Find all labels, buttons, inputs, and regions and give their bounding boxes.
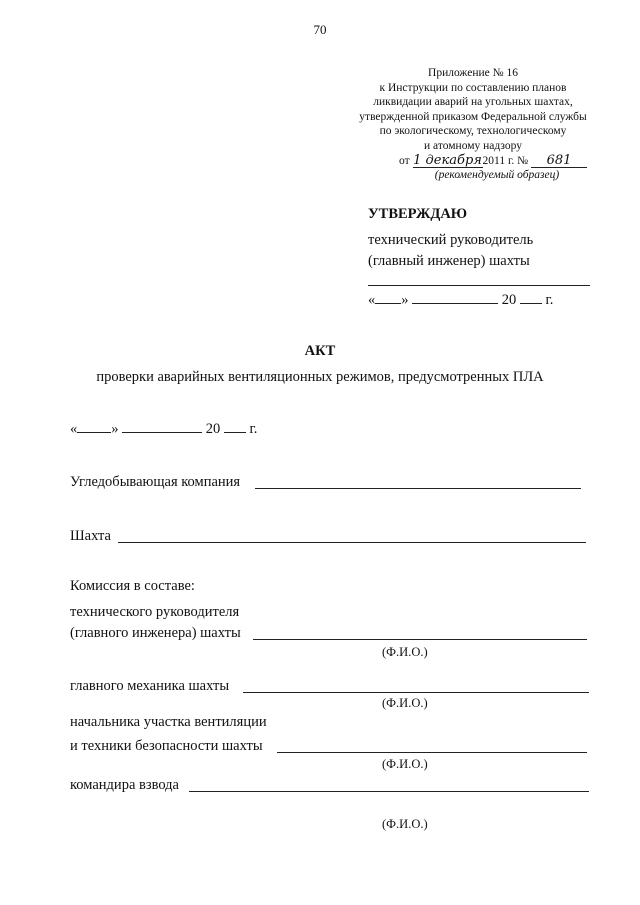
order-date-handwritten: 1 декабря: [413, 152, 482, 168]
fio-label-4: (Ф.И.О.): [382, 817, 428, 831]
appendix-line-4: утвержденной приказом Федеральной службы: [359, 110, 587, 123]
tech-head-line-2: (главного инженера) шахты: [70, 625, 241, 641]
appendix-line-2: к Инструкции по составлению планов: [379, 81, 567, 94]
act-date-suffix: г.: [249, 421, 258, 437]
approval-day-blank: [375, 303, 401, 304]
approval-date: [368, 292, 553, 309]
commission-heading: Комиссия в составе:: [70, 578, 195, 594]
company-field-line: [255, 488, 581, 489]
approval-signature-line: [368, 285, 590, 286]
act-subtitle: проверки аварийных вентиляционных режимов, предусмотренных ПЛА: [96, 369, 544, 385]
act-date-mid: »: [111, 421, 119, 437]
vent-head-line-2: и техники безопасности шахты: [70, 738, 263, 754]
approval-date-mid: »: [401, 292, 409, 308]
appendix-line-3: ликвидации аварий на угольных шахтах,: [373, 96, 573, 109]
fio-label-1: (Ф.И.О.): [382, 645, 428, 659]
platoon-commander-label: командира взвода: [70, 777, 179, 793]
tech-head-line-1: технического руководителя: [70, 604, 240, 620]
appendix-line-5: по экологическому, технологическому: [379, 125, 567, 138]
appendix-line-6: и атомному надзору: [424, 139, 522, 152]
tech-head-field-line: [253, 639, 587, 640]
act-date-year: 20: [205, 421, 221, 437]
approval-line-2: (главный инженер) шахты: [368, 253, 530, 269]
approval-line-1: технический руководитель: [368, 232, 534, 248]
fio-label-3: (Ф.И.О.): [382, 757, 428, 771]
act-date: [70, 421, 257, 438]
mine-label: Шахта: [70, 528, 111, 544]
recommended-sample: (рекомендуемый образец): [434, 169, 560, 182]
fio-label-2: (Ф.И.О.): [382, 696, 428, 710]
act-month-blank: [122, 432, 202, 433]
approval-month-blank: [412, 303, 498, 304]
approval-date-year: 20: [501, 292, 517, 308]
approval-year-blank: [520, 303, 542, 304]
appendix-block: [340, 66, 606, 183]
platoon-commander-field-line: [189, 791, 589, 792]
company-label: Угледобывающая компания: [70, 474, 241, 490]
order-prefix: от: [399, 154, 410, 167]
chief-mechanic-label: главного механика шахты: [70, 678, 230, 694]
approval-heading: УТВЕРЖДАЮ: [368, 206, 468, 222]
act-day-blank: [77, 432, 111, 433]
order-year: 2011 г. №: [482, 154, 529, 167]
page-number: 70: [313, 22, 327, 37]
chief-mechanic-field-line: [243, 692, 589, 693]
mine-field-line: [118, 542, 586, 543]
act-date-open: «: [70, 421, 78, 437]
approval-date-open: «: [368, 292, 376, 308]
act-year-blank: [224, 432, 246, 433]
vent-head-field-line: [277, 752, 587, 753]
appendix-line-1: Приложение № 16: [428, 67, 518, 79]
order-number-handwritten: 681: [531, 155, 587, 168]
approval-date-suffix: г.: [545, 292, 554, 308]
vent-head-line-1: начальника участка вентиляции: [70, 714, 267, 730]
order-line: [380, 154, 606, 169]
act-title: АКТ: [304, 343, 336, 359]
